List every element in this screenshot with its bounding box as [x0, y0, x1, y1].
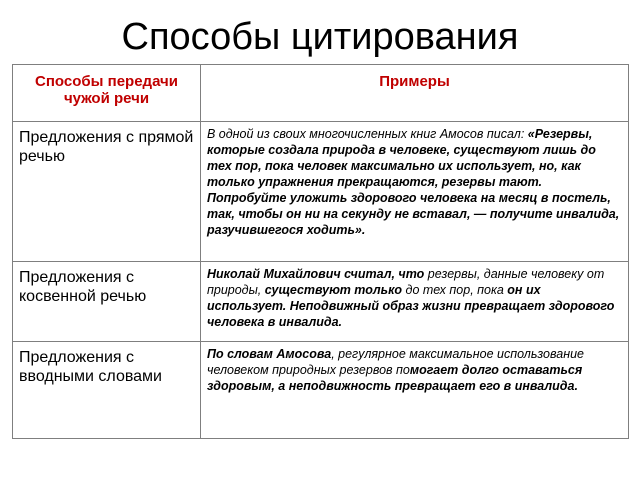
slide-title: Способы цитирования [121, 16, 519, 58]
table-row [13, 262, 629, 342]
row-example-direct-speech [201, 122, 629, 262]
row-label-indirect-speech: Предложения с косвенной речью [13, 262, 201, 342]
example-plain-part: , регулярное максимальное использование человеком природных резервов по [207, 347, 584, 377]
row-label-direct-speech: Предложения с прямой речью [13, 122, 201, 262]
example-intro: В одной из своих многочисленных книг Амосов писал: [207, 127, 528, 141]
header-methods: Способы передачи чужой речи [13, 65, 201, 122]
table-row [13, 342, 629, 439]
row-example-introductory-words [201, 342, 629, 439]
table-header-row [13, 65, 629, 122]
citation-methods-table [12, 64, 629, 439]
example-bold-part: По словам Амосова [207, 347, 332, 361]
example-bold-part: существуют только [264, 283, 403, 297]
example-bold-part: он их использует. Неподвижный образ жизни превращает здорового человека в инвалида. [207, 283, 615, 329]
example-bold-part: могает долго оставаться здоровым, а неподвижность превращает его в инвалида. [207, 363, 583, 393]
example-plain-part: до тех пор, пока [402, 283, 508, 297]
example-bold-part: Николай Михайлович считал, что [207, 267, 425, 281]
header-examples: Примеры [201, 65, 629, 122]
table-row [13, 122, 629, 262]
row-example-indirect-speech [201, 262, 629, 342]
row-label-introductory-words: Предложения с вводными словами [13, 342, 201, 439]
example-quote: «Резервы, которые создала природа в человеке, существуют лишь до тех пор, пока человек максимально их использует, но, как только упражнения прекращаются, резервы тают. Попробуйте уложить здорового человека на месяц в постель, так, чтобы он ни на секунду не вставал, — получите инвалида, разучившегося ходить». [207, 127, 620, 237]
example-plain-part: резервы, данные человеку от природы, [207, 267, 605, 297]
